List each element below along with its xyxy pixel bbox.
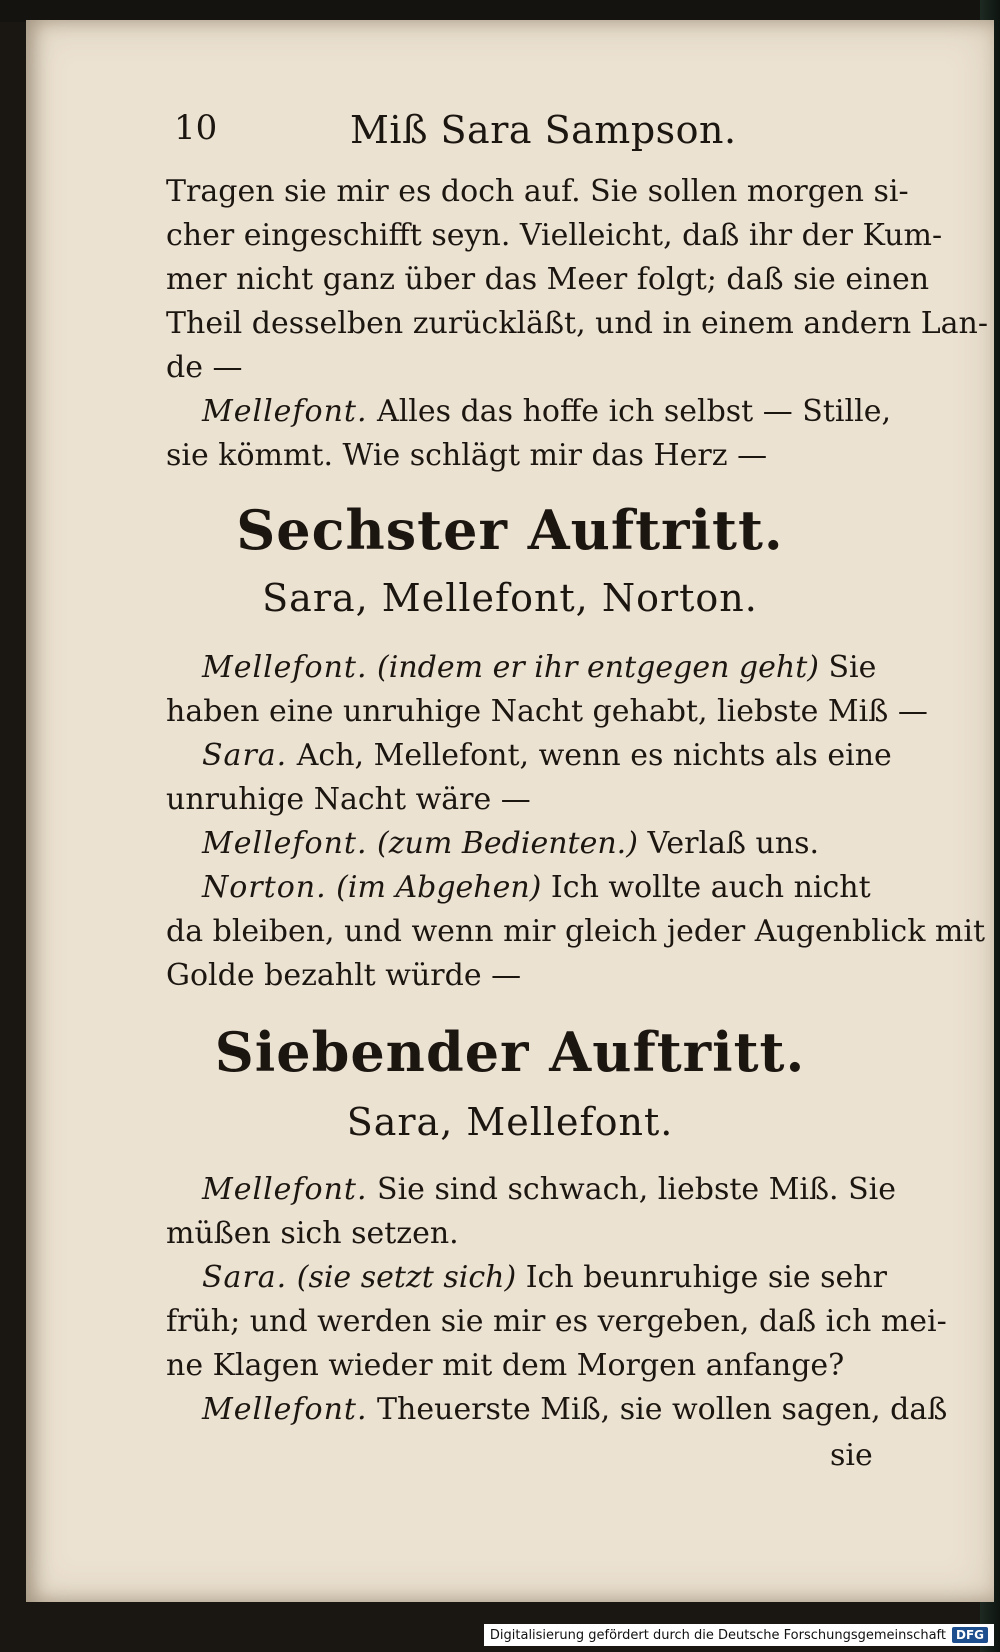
text-line: mer nicht ganz über das Meer folgt; daß sie einen [166,262,930,297]
scan-border-top [0,0,1000,22]
text-line: cher eingeschifft seyn. Vielleicht, daß ihr der Kum- [166,218,943,253]
speech-text: Ich wollte auch nicht [541,870,871,905]
speaker-name: Mellefont. [202,394,368,429]
speaker-name: Mellefont. [202,1172,368,1207]
book-page [26,20,994,1602]
stage-direction: (sie setzt sich) [287,1260,517,1295]
speech-text: Sie sind schwach, liebste Miß. Sie [367,1172,897,1207]
dialogue-line [202,390,891,434]
speaker-name: Mellefont. [202,826,368,861]
scene-cast-7: Sara, Mellefont. [346,1100,674,1144]
text-line: ne Klagen wieder mit dem Morgen anfange? [166,1348,845,1383]
speech-text: Ach, Mellefont, wenn es nichts als eine [287,738,892,773]
page-number: 10 [174,108,218,148]
dialogue-line [202,1256,887,1300]
text-line: de — [166,350,243,385]
text-line: müßen sich setzen. [166,1216,459,1251]
stage-direction: (zum Bedienten.) [367,826,638,861]
text-line: da bleiben, und wenn mir gleich jeder Augenblick mit [166,914,986,949]
scene-cast-6: Sara, Mellefont, Norton. [262,576,758,620]
text-line: unruhige Nacht wäre — [166,782,531,817]
scene-heading-6: Sechster Auftritt. [236,498,784,562]
catchword: sie [830,1438,873,1473]
speech-text: Alles das hoffe ich selbst — Stille, [367,394,891,429]
running-title: Miß Sara Sampson. [350,108,737,152]
speech-text: Sie [818,650,877,685]
speaker-name: Sara. [202,1260,288,1295]
stage-direction: (indem er ihr entgegen geht) [367,650,819,685]
text-line: Theil desselben zurückläßt, und in einem andern Lan- [166,306,989,341]
dialogue-line [202,822,819,866]
text-line: Golde bezahlt würde — [166,958,522,993]
digitization-credit [484,1624,994,1646]
text-line: Tragen sie mir es doch auf. Sie sollen morgen si- [166,174,909,209]
dfg-logo: DFG [952,1627,988,1643]
text-line: sie kömmt. Wie schlägt mir das Herz — [166,438,768,473]
dialogue-line [202,1168,896,1212]
dialogue-line [202,734,892,778]
running-head [174,108,764,160]
speech-text: Theuerste Miß, sie wollen sagen, daß [367,1392,948,1427]
scene-heading-7: Siebender Auftritt. [214,1020,806,1084]
speech-text: Ich beunruhige sie sehr [516,1260,887,1295]
dialogue-line [202,646,876,690]
text-line: haben eine unruhige Nacht gehabt, liebste Miß — [166,694,928,729]
speaker-name: Mellefont. [202,1392,368,1427]
credit-text: Digitalisierung gefördert durch die Deutsche Forschungsgemeinschaft [489,1627,946,1643]
speaker-name: Mellefont. [202,650,368,685]
text-line: früh; und werden sie mir es vergeben, daß ich mei- [166,1304,947,1339]
stage-direction: (im Abgehen) [326,870,542,905]
speaker-name: Sara. [202,738,288,773]
dialogue-line [202,1388,947,1432]
dialogue-line [202,866,871,910]
speech-text: Verlaß uns. [637,826,820,861]
speaker-name: Norton. [202,870,327,905]
